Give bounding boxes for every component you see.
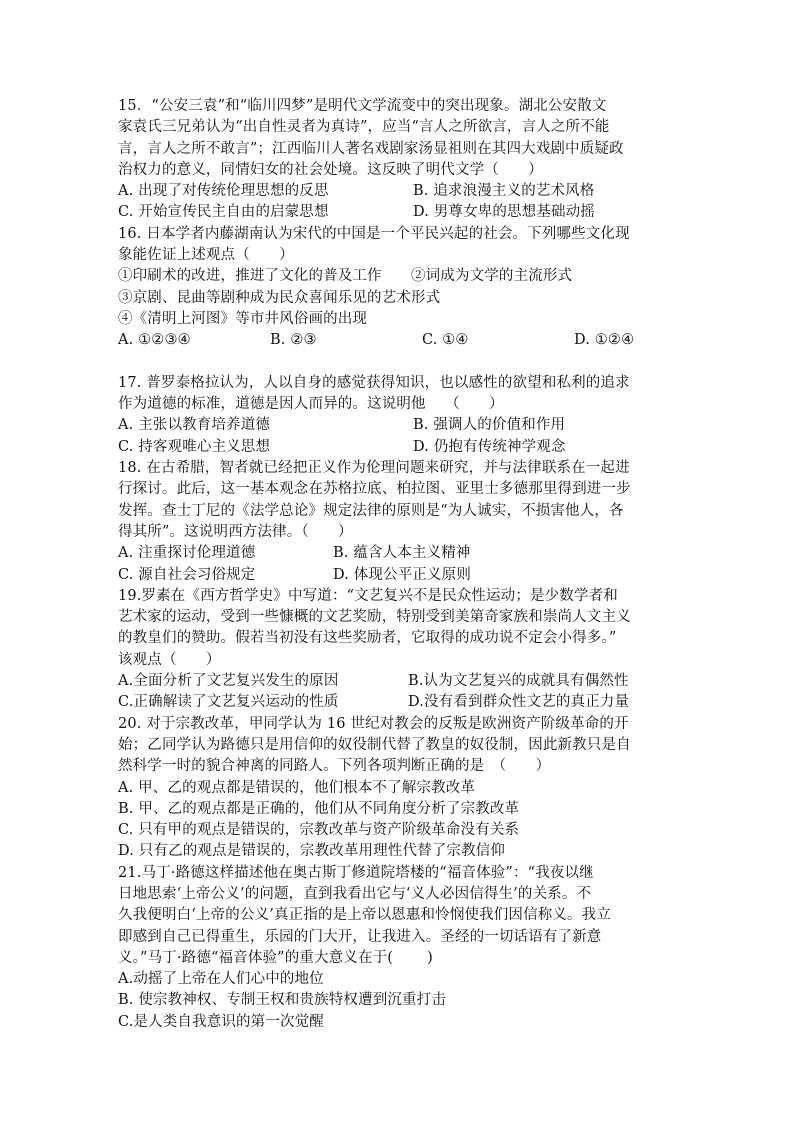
question-18-stem-line: 得其所”。这说明西方法律。（ ）: [118, 523, 353, 540]
question-15-option-c[interactable]: C. 开始宣传民主自由的启蒙思想: [118, 204, 329, 221]
question-19-options-row: [118, 671, 678, 692]
question-19-option-d[interactable]: D.没有看到群众性文艺的真正力量: [408, 694, 630, 711]
question-20-option-b[interactable]: B. 甲、乙的观点都是正确的，他们从不同角度分析了宗教改革: [118, 800, 520, 817]
question-16-stem-line: 16. 日本学者内藤湖南认为宋代的中国是一个平民兴起的社会。下列哪些文化现: [118, 225, 630, 242]
question-20-option-a[interactable]: A. 甲、乙的观点都是错误的，他们根本不了解宗教改革: [118, 779, 476, 796]
question-15-options-row: [118, 202, 678, 223]
question-19-stem-line: 19.罗素在《西方哲学史》中写道：“文艺复兴不是民众性运动；是少数学者和: [118, 587, 618, 604]
question-17: [118, 373, 678, 458]
question-18-stem-line: 发挥。查士丁尼的《法学总论》规定法律的原则是“为人诚实，不损害他人，各: [118, 502, 624, 519]
question-20-option-d[interactable]: D. 只有乙的观点是错误的，宗教改革用理性代替了宗教信仰: [118, 843, 506, 860]
question-15-stem-line: 15．“公安三袁”和“临川四梦”是明代文学流变中的突出现象。湖北公安散文: [118, 98, 607, 114]
question-18-options-row: [118, 565, 678, 586]
question-18-option-b[interactable]: B. 蕴含人本主义精神: [333, 545, 471, 562]
question-18-stem-line: 行探讨。此后，这一基本观念在苏格拉底、柏拉图、亚里士多德那里得到进一步: [118, 481, 631, 498]
question-16: [118, 224, 678, 352]
question-17-options-row: [118, 415, 678, 436]
question-20-stem-line: 20. 对于宗教改革，甲同学认为 16 世纪对教会的反叛是欧洲资产阶级革命的开: [118, 715, 629, 732]
question-15-option-a[interactable]: A. 出现了对传统伦理思想的反思: [118, 183, 329, 200]
question-15-stem-line: 治权力的意义，同情妇女的社会处境。这反映了明代文学（ ）: [118, 161, 543, 178]
question-16-item: ④《清明上河图》等市井风俗画的出现: [118, 310, 368, 327]
question-17-option-a[interactable]: A. 主张以教育培养道德: [118, 417, 270, 434]
question-21-stem-line: 久我便明白‘上帝的公义’真正指的是上帝以恩惠和怜悯使我们因信称义。我立: [118, 907, 611, 924]
question-15-stem-line: 家袁氏三兄弟认为“出自性灵者为真诗”，应当“言人之所欲言，言人之所不能: [118, 119, 610, 136]
question-18-option-c[interactable]: C. 源自社会习俗规定: [118, 566, 256, 583]
question-21: [118, 863, 678, 1033]
question-21-option-a[interactable]: A.动摇了上帝在人们心中的地位: [118, 971, 324, 988]
question-18: [118, 458, 678, 586]
question-19-stem-line: 的教皇们的赞助。假若当初没有这些奖励者，它取得的成功说不定会小得多。”: [118, 630, 617, 647]
question-15-option-d[interactable]: D. 男尊女卑的思想基础动摇: [413, 204, 595, 221]
question-18-option-d[interactable]: D. 体现公平正义原则: [333, 566, 471, 583]
exam-page: [118, 96, 678, 1033]
question-17-option-d[interactable]: D. 仍抱有传统神学观念: [413, 438, 566, 455]
question-19: [118, 586, 678, 714]
question-21-stem-line: 日地思索‘上帝公义’的问题，直到我看出它与‘义人必因信得生’的关系。不: [118, 885, 592, 902]
question-16-option-d[interactable]: D. ①②④: [574, 332, 635, 349]
question-15: [118, 96, 678, 224]
question-16-item: ③京剧、昆曲等剧种成为民众喜闻乐见的艺术形式: [118, 289, 441, 306]
question-20-stem-line: 始；乙同学认为路德只是用信仰的奴役制代替了教皇的奴役制，因此新教只是自: [118, 736, 631, 753]
question-19-options-row: [118, 692, 678, 713]
question-18-stem-line: 18. 在古希腊，智者就已经把正义作为伦理问题来研究，并与法律联系在一起进: [118, 460, 630, 477]
question-15-stem-line: 言，言人之所不敢言”；江西临川人著名戏剧家汤显祖则在其四大戏剧中质疑政: [118, 140, 624, 157]
question-16-option-c[interactable]: C. ①④: [422, 332, 469, 349]
question-18-options-row: [118, 543, 678, 564]
question-16-item: ①印刷术的改进，推进了文化的普及工作 ②词成为文学的主流形式: [118, 268, 573, 285]
question-16-option-b[interactable]: B. ②③: [270, 332, 317, 349]
question-17-options-row: [118, 437, 678, 458]
question-17-option-c[interactable]: C. 持客观唯心主义思想: [118, 438, 271, 455]
question-21-stem-line: 义。”马丁·路德“福音体验”的重大意义在于( ): [118, 949, 433, 966]
question-21-stem-line: 即感到自己已得重生，乐园的门大开，让我进入。圣经的一切话语有了新意: [118, 928, 602, 945]
question-21-option-c[interactable]: C.是人类自我意识的第一次觉醒: [118, 1013, 324, 1030]
question-20-stem-line: 然科学一时的貌合神离的同路人。下列各项判断正确的是 （ ）: [118, 758, 551, 775]
question-19-option-a[interactable]: A.全面分析了文艺复兴发生的原因: [118, 673, 339, 690]
blank-line: [118, 352, 678, 373]
question-17-stem-line: 17. 普罗泰格拉认为，人以自身的感觉获得知识，也以感性的欲望和私利的追求: [118, 374, 630, 391]
question-19-option-c[interactable]: C.正确解读了文艺复兴运动的性质: [118, 694, 339, 711]
question-19-stem-line: 艺术家的运动，受到一些慷概的文艺奖励，特别受到美第奇家族和崇尚人文主义: [118, 609, 631, 626]
question-19-stem-line: 该观点（ ）: [118, 651, 221, 668]
question-20: [118, 714, 678, 863]
question-17-stem-line: 作为道德的标准，道德是因人而异的。这说明他 （ ）: [118, 396, 504, 413]
question-18-option-a[interactable]: A. 注重探讨伦理道德: [118, 545, 256, 562]
question-21-option-b[interactable]: B. 使宗教神权、专制王权和贵族特权遭到沉重打击: [118, 992, 446, 1009]
question-21-stem-line: 21.马丁·路德这样描述他在奥古斯丁修道院塔楼的“福音体验”：“我夜以继: [118, 864, 594, 881]
question-15-option-b[interactable]: B. 追求浪漫主义的艺术风格: [413, 183, 595, 200]
question-16-options-row: [118, 330, 678, 351]
question-15-options-row: [118, 181, 678, 202]
question-17-option-b[interactable]: B. 强调人的价值和作用: [413, 417, 566, 434]
question-20-option-c[interactable]: C. 只有甲的观点是错误的，宗教改革与资产阶级革命没有关系: [118, 822, 520, 839]
question-16-stem-line: 象能佐证上述观点（ ）: [118, 247, 294, 264]
question-19-option-b[interactable]: B.认为文艺复兴的成就具有偶然性: [408, 673, 629, 690]
question-16-option-a[interactable]: A. ①②③④: [118, 332, 191, 349]
